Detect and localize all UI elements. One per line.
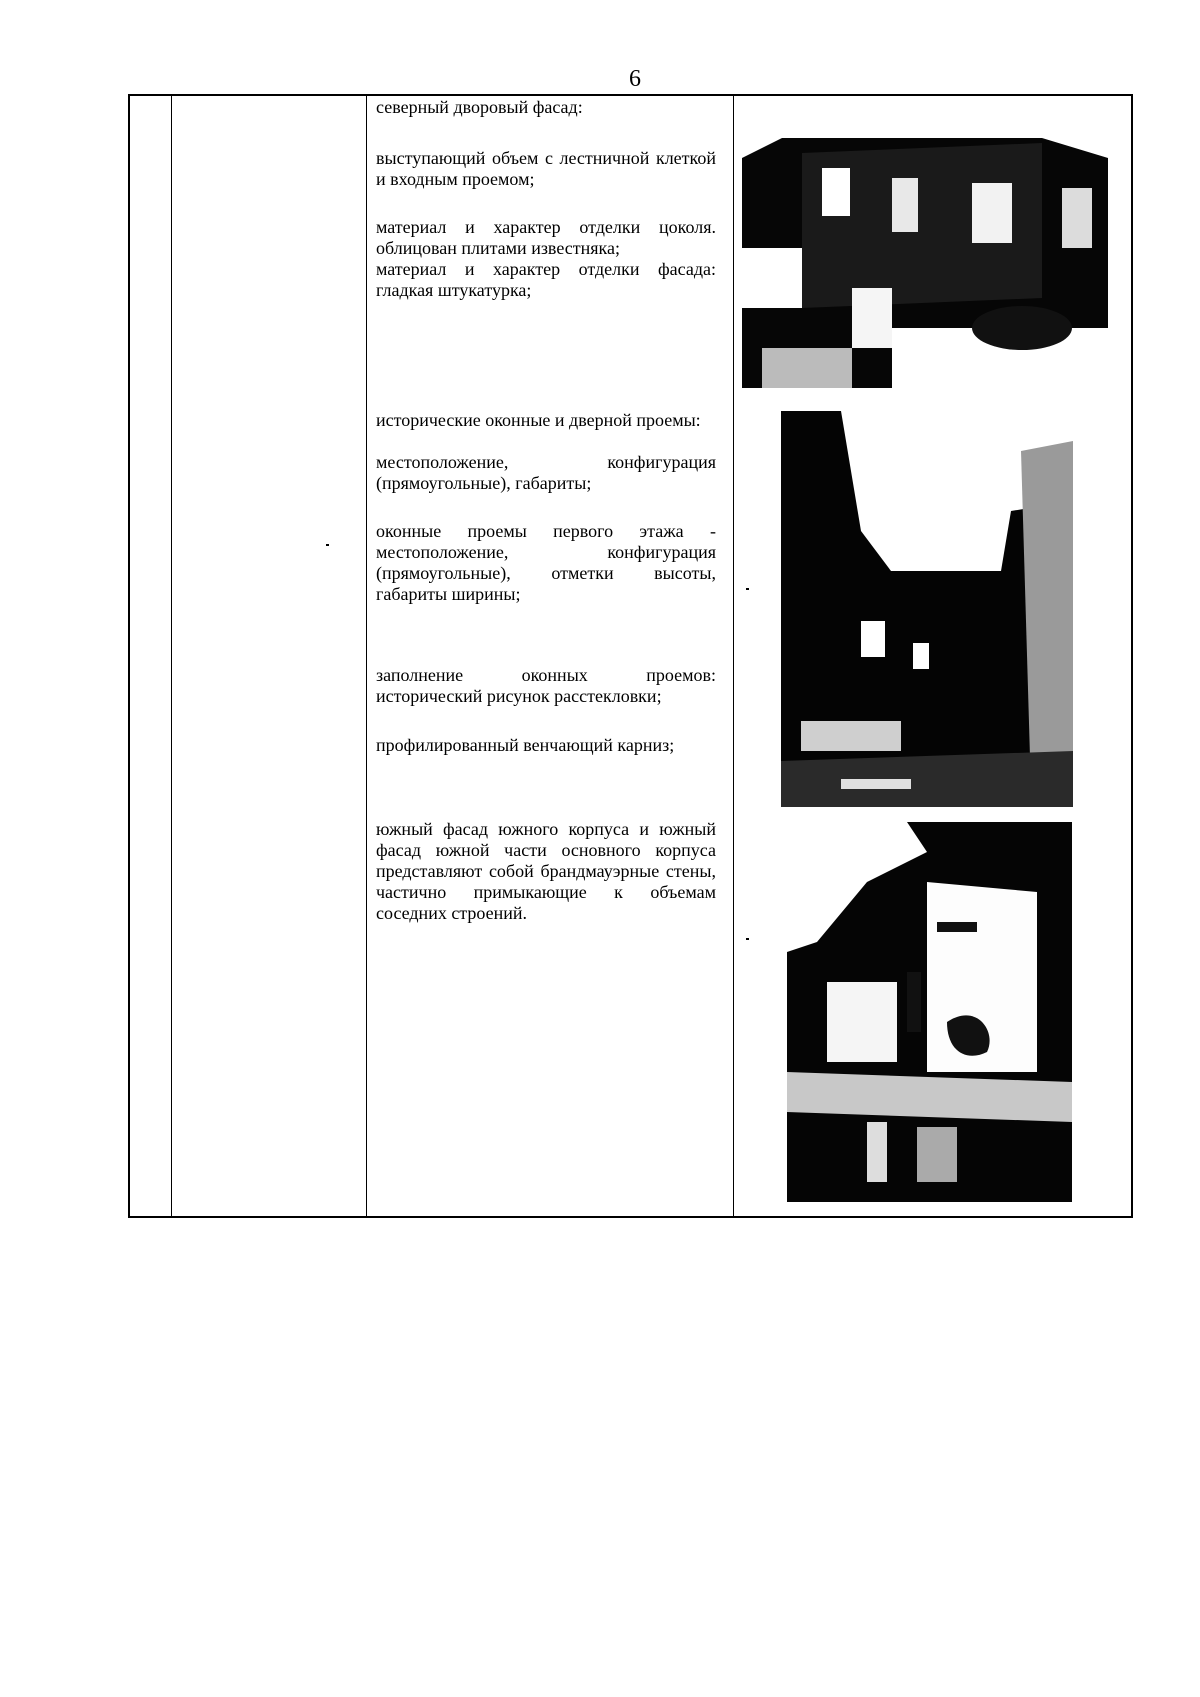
scan-artifact [746,588,749,590]
description-paragraph: заполнение оконных проемов: исторический рисунок расстекловки; [376,665,716,706]
scan-artifact [746,938,749,940]
courtyard-facade-photo [742,98,1108,388]
courtyard-corner-photo [781,411,1073,807]
heritage-table [128,94,1133,1218]
description-paragraph: материал и характер отделки фасада: гладкая штукатурка; [376,259,716,300]
description-paragraph: материал и характер отделки цоколя. облицован плитами известняка; [376,217,716,258]
description-paragraph: оконные проемы первого этажа - местоположение, конфигурация (прямоугольные), отметки высоты, габариты ширины; [376,521,716,604]
scan-artifact [326,544,329,546]
description-paragraph: северный дворовый фасад: [376,97,583,117]
description-paragraph: южный фасад южного корпуса и южный фасад южной части основного корпуса представляют собой брандмауэрные стены, частично примыкающие к объемам соседних строений. [376,819,716,923]
description-paragraph: исторические оконные и дверной проемы: [376,410,701,430]
page-number: 6 [629,66,641,92]
column-divider-3 [733,96,734,1216]
description-paragraph: выступающий объем с лестничной клеткой и входным проемом; [376,148,716,189]
column-divider-1 [171,96,172,1216]
description-paragraph: местоположение, конфигурация (прямоугольные), габариты; [376,452,716,493]
firewall-facade-photo [787,822,1072,1202]
column-divider-2 [366,96,367,1216]
description-paragraph: профилированный венчающий карниз; [376,735,675,755]
